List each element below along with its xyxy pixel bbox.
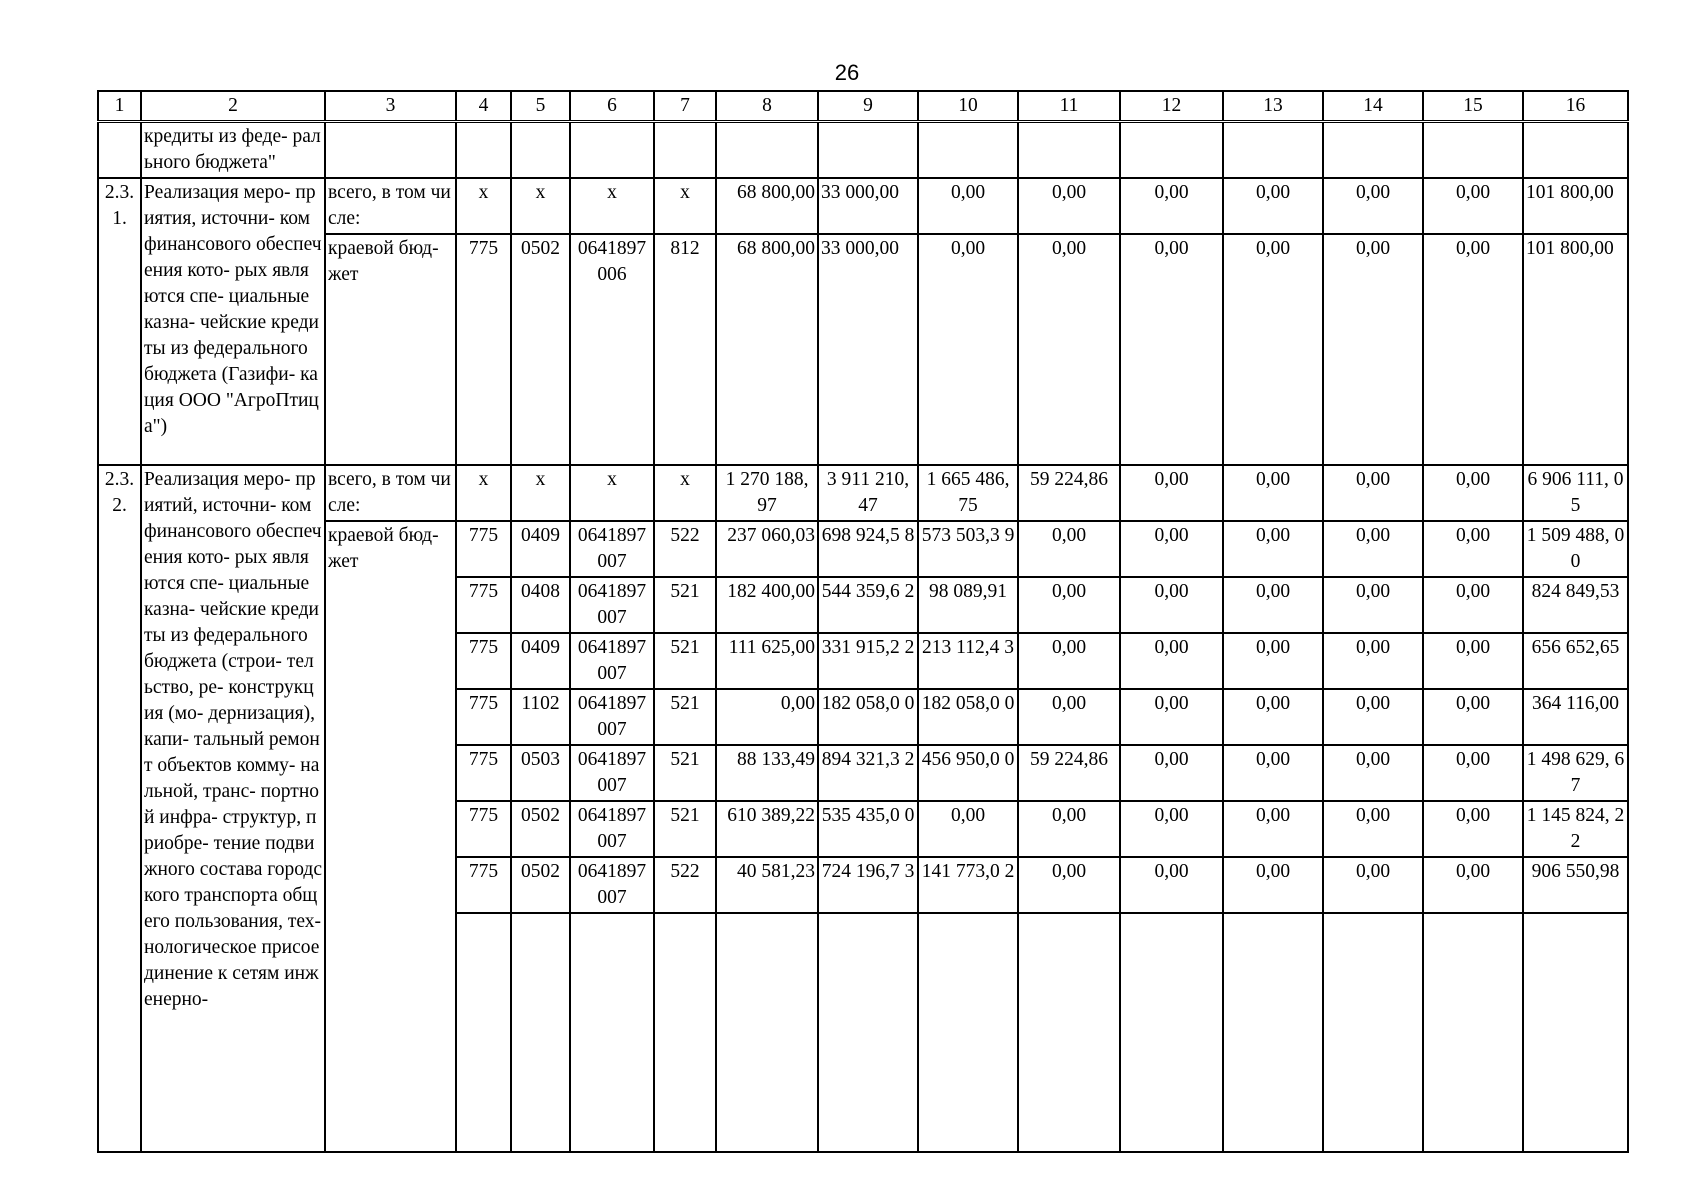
cell-c4: 775 xyxy=(456,521,511,577)
cell-v10: 0,00 xyxy=(918,801,1018,857)
cell xyxy=(570,122,654,179)
cell-v9: 698 924,5 8 xyxy=(818,521,918,577)
cell-source: краевой бюд- жет xyxy=(325,521,456,1152)
cell-c7: x xyxy=(654,178,716,234)
cell-v8: 68 800,00 xyxy=(716,234,818,465)
cell-v11: 59 224,86 xyxy=(1018,745,1120,801)
cell-c5: 0502 xyxy=(511,801,570,857)
cell-v16: 1 145 824, 22 xyxy=(1523,801,1628,857)
cell-v14: 0,00 xyxy=(1323,633,1423,689)
header-cell: 10 xyxy=(918,91,1018,122)
cell-v10: 182 058,0 0 xyxy=(918,689,1018,745)
cell xyxy=(1423,122,1523,179)
cell xyxy=(511,913,570,1152)
cell-v8: 610 389,22 xyxy=(716,801,818,857)
cell-v16: 1 509 488, 00 xyxy=(1523,521,1628,577)
cell-v9: 331 915,2 2 xyxy=(818,633,918,689)
header-cell: 15 xyxy=(1423,91,1523,122)
cell-v13: 0,00 xyxy=(1223,689,1323,745)
cell xyxy=(654,913,716,1152)
table-row xyxy=(98,465,1628,521)
cell-v15: 0,00 xyxy=(1423,178,1523,234)
cell-v11: 0,00 xyxy=(1018,633,1120,689)
cell-v12: 0,00 xyxy=(1120,521,1223,577)
cell-v14: 0,00 xyxy=(1323,745,1423,801)
cell-c4: 775 xyxy=(456,577,511,633)
cell-c7: 521 xyxy=(654,745,716,801)
header-cell: 8 xyxy=(716,91,818,122)
cell-c4: x xyxy=(456,465,511,521)
header-cell: 16 xyxy=(1523,91,1628,122)
cell-v8: 111 625,00 xyxy=(716,633,818,689)
cell xyxy=(456,913,511,1152)
cell-v10: 141 773,0 2 xyxy=(918,857,1018,913)
cell-v12: 0,00 xyxy=(1120,689,1223,745)
cell-c7: 521 xyxy=(654,633,716,689)
cell-v11: 0,00 xyxy=(1018,234,1120,465)
cell xyxy=(1323,913,1423,1152)
cell-v15: 0,00 xyxy=(1423,689,1523,745)
cell-c7: 522 xyxy=(654,521,716,577)
cell-num: 2.3. 1. xyxy=(98,178,141,465)
cell-description: Реализация меро- приятий, источни- ком финансового обеспечения кото- рых являются спе- циальные казна- чейские кредиты из федерального бюджета (строи- тельство, ре- конструкция (мо- дернизация), капи- тальный ремонт объектов комму- нальной, транс- портной инфра- структур, приобре- тение подвижного состава городского транспорта общего пользования, тех- нологическое присоединение к сетям инженерно- xyxy=(141,465,325,1152)
cell-v9: 182 058,0 0 xyxy=(818,689,918,745)
cell-v15: 0,00 xyxy=(1423,801,1523,857)
cell-v8: 237 060,03 xyxy=(716,521,818,577)
cell-c6: 0641897 006 xyxy=(570,234,654,465)
cell xyxy=(325,122,456,179)
cell-v16: 101 800,00 xyxy=(1523,234,1628,465)
cell-c6: 0641897 007 xyxy=(570,689,654,745)
cell-description: Реализация меро- приятия, источни- ком финансового обеспечения кото- рых являются спе- циальные казна- чейские кредиты из федерального бюджета (Газифи- кация ООО "АгроПтица") xyxy=(141,178,325,465)
header-cell: 13 xyxy=(1223,91,1323,122)
cell xyxy=(1223,122,1323,179)
header-cell: 4 xyxy=(456,91,511,122)
cell-c4: 775 xyxy=(456,857,511,913)
cell xyxy=(1423,913,1523,1152)
cell-source: всего, в том числе: xyxy=(325,465,456,521)
cell-v14: 0,00 xyxy=(1323,689,1423,745)
cell-num: 2.3. 2. xyxy=(98,465,141,1152)
cell-v13: 0,00 xyxy=(1223,633,1323,689)
cell-v15: 0,00 xyxy=(1423,521,1523,577)
table-row-continuation xyxy=(98,122,1628,179)
cell-v13: 0,00 xyxy=(1223,465,1323,521)
cell-v14: 0,00 xyxy=(1323,857,1423,913)
cell-v11: 0,00 xyxy=(1018,577,1120,633)
cell-v15: 0,00 xyxy=(1423,745,1523,801)
cell-v8: 1 270 188, 97 xyxy=(716,465,818,521)
cell-c5: x xyxy=(511,178,570,234)
cell-v11: 0,00 xyxy=(1018,689,1120,745)
header-cell: 14 xyxy=(1323,91,1423,122)
cell xyxy=(1018,122,1120,179)
cell-v14: 0,00 xyxy=(1323,465,1423,521)
cell-v14: 0,00 xyxy=(1323,234,1423,465)
cell-v11: 0,00 xyxy=(1018,801,1120,857)
cell-c6: x xyxy=(570,178,654,234)
cell xyxy=(818,122,918,179)
cell-c4: 775 xyxy=(456,689,511,745)
cell-v14: 0,00 xyxy=(1323,577,1423,633)
cell-c5: 0408 xyxy=(511,577,570,633)
cell-v10: 0,00 xyxy=(918,178,1018,234)
cell-source: краевой бюд- жет xyxy=(325,234,456,465)
cell-v12: 0,00 xyxy=(1120,801,1223,857)
cell-source: всего, в том числе: xyxy=(325,178,456,234)
cell-c7: 521 xyxy=(654,801,716,857)
cell-v10: 0,00 xyxy=(918,234,1018,465)
cell xyxy=(716,913,818,1152)
cell-c7: 521 xyxy=(654,577,716,633)
header-cell: 2 xyxy=(141,91,325,122)
cell-v12: 0,00 xyxy=(1120,234,1223,465)
cell-v12: 0,00 xyxy=(1120,178,1223,234)
page-number: 26 xyxy=(834,60,860,85)
cell xyxy=(1323,122,1423,179)
cell-c4: 775 xyxy=(456,633,511,689)
cell xyxy=(918,913,1018,1152)
cell-v11: 0,00 xyxy=(1018,178,1120,234)
cell-v8: 182 400,00 xyxy=(716,577,818,633)
cell-c5: 0503 xyxy=(511,745,570,801)
cell-c7: 521 xyxy=(654,689,716,745)
cell-v14: 0,00 xyxy=(1323,801,1423,857)
cell-v11: 0,00 xyxy=(1018,521,1120,577)
header-row xyxy=(98,91,1628,122)
cell xyxy=(1120,913,1223,1152)
cell-v16: 101 800,00 xyxy=(1523,178,1628,234)
cell-v13: 0,00 xyxy=(1223,521,1323,577)
header-cell: 1 xyxy=(98,91,141,122)
cell-v16: 656 652,65 xyxy=(1523,633,1628,689)
cell-v10: 573 503,3 9 xyxy=(918,521,1018,577)
cell xyxy=(1223,913,1323,1152)
cell-c6: 0641897 007 xyxy=(570,801,654,857)
cell-v10: 98 089,91 xyxy=(918,577,1018,633)
cell-v16: 906 550,98 xyxy=(1523,857,1628,913)
cell-v14: 0,00 xyxy=(1323,178,1423,234)
cell xyxy=(570,913,654,1152)
cell-c6: 0641897 007 xyxy=(570,857,654,913)
cell-v13: 0,00 xyxy=(1223,234,1323,465)
cell-c7: 812 xyxy=(654,234,716,465)
cell-c5: 0502 xyxy=(511,234,570,465)
cell-v13: 0,00 xyxy=(1223,745,1323,801)
cell-v15: 0,00 xyxy=(1423,577,1523,633)
cell-v9: 894 321,3 2 xyxy=(818,745,918,801)
header-cell: 7 xyxy=(654,91,716,122)
table-row xyxy=(98,234,1628,465)
cell-v16: 824 849,53 xyxy=(1523,577,1628,633)
cell-num xyxy=(98,122,141,179)
cell-c6: x xyxy=(570,465,654,521)
header-cell: 11 xyxy=(1018,91,1120,122)
cell-v15: 0,00 xyxy=(1423,465,1523,521)
cell-v8: 88 133,49 xyxy=(716,745,818,801)
cell-v8: 40 581,23 xyxy=(716,857,818,913)
cell-c6: 0641897 007 xyxy=(570,577,654,633)
cell-v16: 6 906 111, 05 xyxy=(1523,465,1628,521)
header-cell: 5 xyxy=(511,91,570,122)
header-cell: 6 xyxy=(570,91,654,122)
cell-v9: 3 911 210, 47 xyxy=(818,465,918,521)
cell-c5: x xyxy=(511,465,570,521)
cell xyxy=(456,122,511,179)
cell-c7: 522 xyxy=(654,857,716,913)
cell-v9: 33 000,00 xyxy=(818,178,918,234)
cell-c5: 0409 xyxy=(511,521,570,577)
cell xyxy=(818,913,918,1152)
cell-c4: x xyxy=(456,178,511,234)
cell-c6: 0641897 007 xyxy=(570,633,654,689)
cell-v15: 0,00 xyxy=(1423,234,1523,465)
cell-c6: 0641897 007 xyxy=(570,745,654,801)
cell-v12: 0,00 xyxy=(1120,633,1223,689)
cell-c4: 775 xyxy=(456,801,511,857)
cell-c5: 0502 xyxy=(511,857,570,913)
cell-v8: 0,00 xyxy=(716,689,818,745)
cell-v13: 0,00 xyxy=(1223,801,1323,857)
cell-c5: 1102 xyxy=(511,689,570,745)
cell-v10: 456 950,0 0 xyxy=(918,745,1018,801)
cell xyxy=(716,122,818,179)
cell-v12: 0,00 xyxy=(1120,745,1223,801)
cell-v15: 0,00 xyxy=(1423,857,1523,913)
cell-v9: 33 000,00 xyxy=(818,234,918,465)
cell-v11: 0,00 xyxy=(1018,857,1120,913)
cell xyxy=(654,122,716,179)
cell-c6: 0641897 007 xyxy=(570,521,654,577)
cell-v13: 0,00 xyxy=(1223,857,1323,913)
cell-v14: 0,00 xyxy=(1323,521,1423,577)
cell-c4: 775 xyxy=(456,234,511,465)
cell xyxy=(918,122,1018,179)
budget-table xyxy=(97,90,1629,1153)
cell-v10: 213 112,4 3 xyxy=(918,633,1018,689)
cell-v8: 68 800,00 xyxy=(716,178,818,234)
cell-v9: 535 435,0 0 xyxy=(818,801,918,857)
header-cell: 12 xyxy=(1120,91,1223,122)
cell-v16: 364 116,00 xyxy=(1523,689,1628,745)
cell-c7: x xyxy=(654,465,716,521)
cell-v13: 0,00 xyxy=(1223,178,1323,234)
cell xyxy=(1018,913,1120,1152)
cell xyxy=(1523,913,1628,1152)
cell xyxy=(1523,122,1628,179)
cell-c5: 0409 xyxy=(511,633,570,689)
cell-v12: 0,00 xyxy=(1120,577,1223,633)
table-row xyxy=(98,521,1628,577)
cell-v9: 724 196,7 3 xyxy=(818,857,918,913)
cell-v10: 1 665 486, 75 xyxy=(918,465,1018,521)
header-cell: 3 xyxy=(325,91,456,122)
cell-v11: 59 224,86 xyxy=(1018,465,1120,521)
header-cell: 9 xyxy=(818,91,918,122)
table-row xyxy=(98,178,1628,234)
cell-v15: 0,00 xyxy=(1423,633,1523,689)
cell xyxy=(1120,122,1223,179)
cell-v9: 544 359,6 2 xyxy=(818,577,918,633)
cell-v12: 0,00 xyxy=(1120,465,1223,521)
cell-c4: 775 xyxy=(456,745,511,801)
cell-description: кредиты из феде- рального бюджета" xyxy=(141,122,325,179)
cell-v13: 0,00 xyxy=(1223,577,1323,633)
cell-v16: 1 498 629, 67 xyxy=(1523,745,1628,801)
cell-v12: 0,00 xyxy=(1120,857,1223,913)
cell xyxy=(511,122,570,179)
